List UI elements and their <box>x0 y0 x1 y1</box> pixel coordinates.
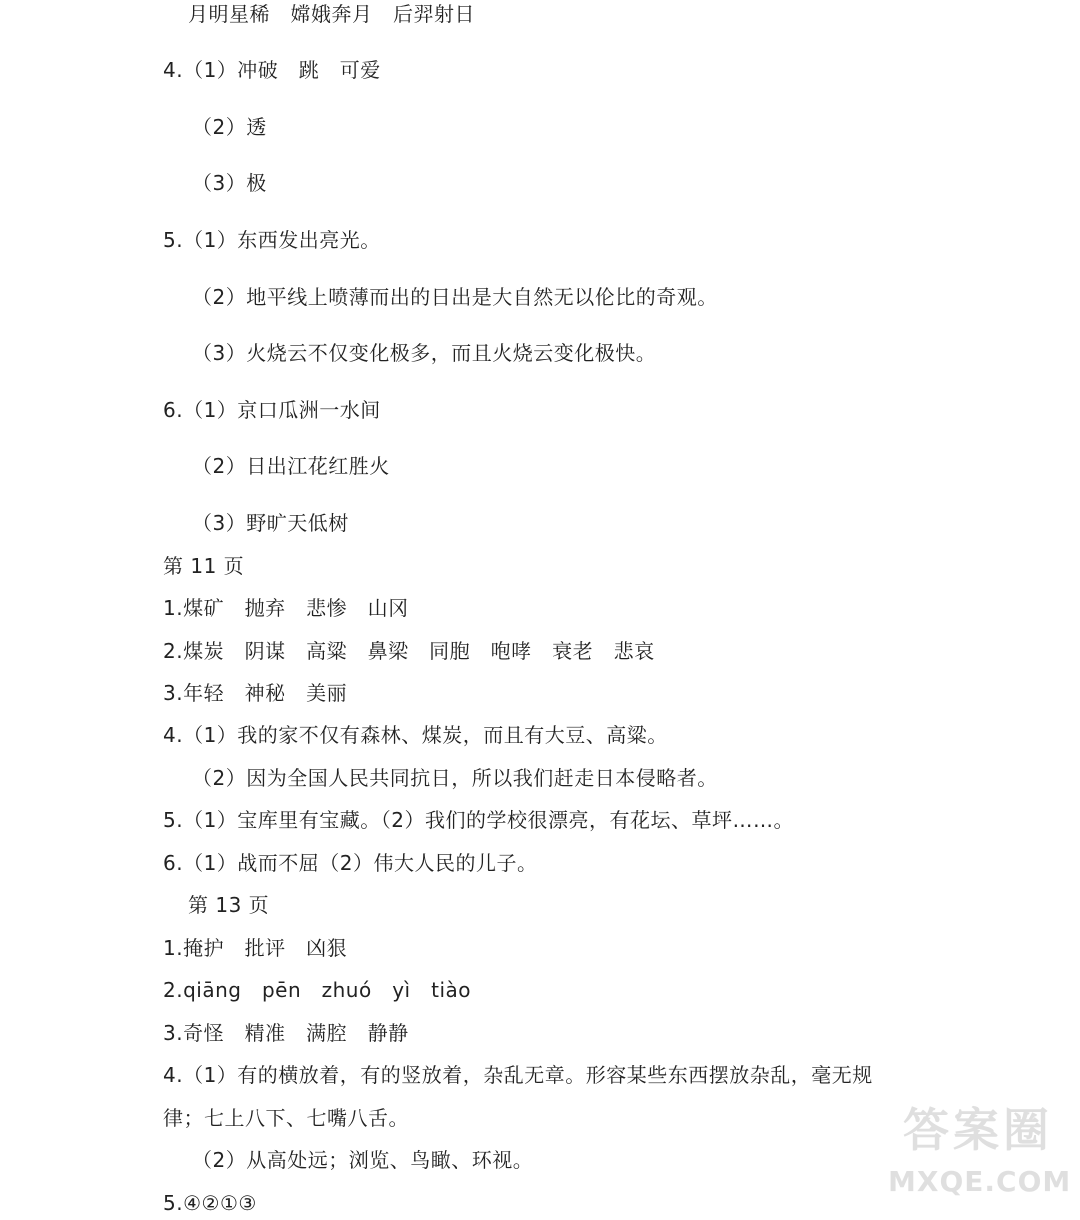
text-line-q6-1: 6.（1）京口瓜洲一水间 <box>163 398 381 422</box>
text-line-p13-q4-1: 4.（1）有的横放着，有的竖放着，杂乱无章。形容某些东西摆放杂乱，毫无规 <box>163 1063 873 1087</box>
text-line-q5-1: 5.（1）东西发出亮光。 <box>163 228 381 252</box>
text-line-p11-q4-2: （2）因为全国人民共同抗日，所以我们赶走日本侵略者。 <box>192 766 718 790</box>
text-line-q6-2: （2）日出江花红胜火 <box>192 454 390 478</box>
text-line-q4-2: （2）透 <box>192 115 267 139</box>
text-line-p13-q2: 2.qiāng pēn zhuó yì tiào <box>163 978 472 1002</box>
text-line-p11-q1: 1.煤矿 抛弃 悲惨 山冈 <box>163 596 409 620</box>
text-line-p11-q4-1: 4.（1）我的家不仅有森林、煤炭，而且有大豆、高粱。 <box>163 723 668 747</box>
text-line-p11-q2: 2.煤炭 阴谋 高粱 鼻梁 同胞 咆哮 衰老 悲哀 <box>163 639 655 663</box>
watermark-logo <box>888 1102 1072 1212</box>
watermark-title: 答案圈 <box>903 1103 1053 1157</box>
watermark-url: MXQE.COM <box>888 1165 1072 1198</box>
text-line-q6-3: （3）野旷天低树 <box>192 511 349 535</box>
text-line-p13-q3: 3.奇怪 精准 满腔 静静 <box>163 1021 409 1045</box>
text-line-p11-q3: 3.年轻 神秘 美丽 <box>163 681 348 705</box>
text-line-q4-1: 4.（1）冲破 跳 可爱 <box>163 58 381 82</box>
section-heading-page-13: 第 13 页 <box>188 893 270 917</box>
section-heading-page-11: 第 11 页 <box>163 554 245 578</box>
text-line-p11-q6: 6.（1）战而不屈（2）伟大人民的儿子。 <box>163 851 538 875</box>
text-line-idioms: 月明星稀 嫦娥奔月 后羿射日 <box>188 2 475 26</box>
text-line-p13-q4-1-cont: 律；七上八下、七嘴八舌。 <box>163 1106 409 1130</box>
text-line-p13-q5: 5.④②①③ <box>163 1191 257 1215</box>
text-line-p13-q1: 1.掩护 批评 凶狠 <box>163 936 348 960</box>
text-line-p11-q5: 5.（1）宝库里有宝藏。（2）我们的学校很漂亮，有花坛、草坪……。 <box>163 808 795 832</box>
text-line-p13-q4-2: （2）从高处远；浏览、鸟瞰、环视。 <box>192 1148 534 1172</box>
text-line-q5-2: （2）地平线上喷薄而出的日出是大自然无以伦比的奇观。 <box>192 285 718 309</box>
text-line-q4-3: （3）极 <box>192 171 267 195</box>
text-line-q5-3: （3）火烧云不仅变化极多，而且火烧云变化极快。 <box>192 341 657 365</box>
